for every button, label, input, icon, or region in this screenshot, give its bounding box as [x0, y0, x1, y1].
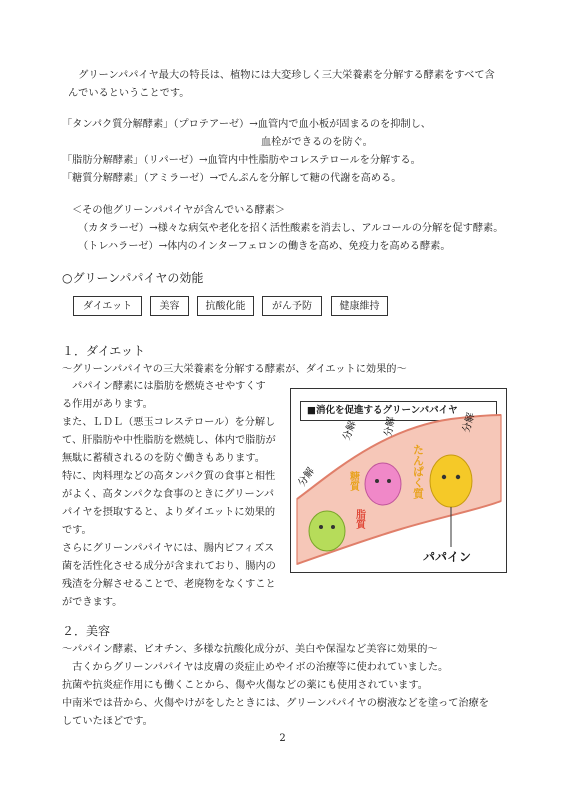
label-sugar: 糖質	[347, 471, 359, 491]
trehalase-line: （トレハラーゼ）→体内のインターフェロンの働きを高め、免疫力を高める酵素。	[78, 241, 451, 252]
section1-line: 菌を活性化させる成分が含まれており、腸内の	[62, 561, 276, 572]
section1-line: て、肝脂肪や中性脂肪を燃焼し、体内で脂肪が	[62, 435, 276, 446]
effect-tag-beauty: 美容	[150, 296, 189, 316]
effect-tag-cancer-prevention: がん予防	[262, 296, 322, 316]
effects-heading: ○グリーンパパイヤの効能	[62, 271, 204, 285]
section1-line: また、ＬＤＬ（悪玉コレステロール）を分解し	[62, 417, 276, 428]
section1-line: パパイン酵素には脂肪を燃焼させやすくす	[62, 381, 266, 392]
catalase-line: （カタラーゼ）→様々な病気や老化を招く活性酸素を消去し、アルコールの分解を促す酵素。	[78, 223, 504, 234]
section1-line: がよく、高タンパクな食事のときにグリーンパ	[62, 489, 275, 500]
protease-line-2: 血栓ができるのを防ぐ。	[261, 137, 373, 148]
section1-line: 無駄に蓄積されるのを防ぐ働きもあります。	[62, 453, 265, 464]
amylase-line: 「糖質分解酵素」（アミラーゼ）→でんぷんを分解して糖の代謝を高める。	[62, 173, 402, 184]
enzyme-blob-green	[309, 511, 345, 551]
section1-line: る作用があります。	[62, 399, 153, 410]
bunkai-label: 分解	[461, 411, 478, 434]
section1-line: さらにグリーンパパイヤには、腸内ビフィズス	[62, 543, 275, 554]
figure-title: ■消化を促進するグリーンパパイヤ	[300, 401, 497, 421]
lipase-line: 「脂肪分解酵素」（リパーゼ）→血管内中性脂肪やコレステロールを分解する。	[62, 155, 421, 166]
page-number: 2	[279, 733, 286, 744]
digestion-illustration	[291, 389, 506, 572]
section1-line: 残渣を分解させることで、老廃物をなくすこと	[62, 579, 276, 590]
section2-line: 古くからグリーンパパイヤは皮膚の炎症止めやイボの治療等に使われていました。	[62, 662, 449, 673]
section1-title: １．ダイエット	[62, 344, 146, 358]
papain-label: パパイン	[423, 550, 472, 564]
enzyme-blob-yellow	[430, 455, 472, 507]
effect-tag-health: 健康維持	[331, 296, 388, 316]
effect-tag-antioxidant: 抗酸化能	[197, 296, 254, 316]
label-fat: 脂質	[353, 509, 365, 529]
enzyme-blob-pink	[365, 463, 401, 505]
section1-subtitle: ～グリーンパパイヤの三大栄養素を分解する酵素が、ダイエットに効果的～	[62, 364, 407, 375]
digestion-figure	[290, 388, 507, 573]
other-enzymes-heading: ＜その他グリーンパパイヤが含んでいる酵素＞	[72, 205, 286, 216]
protease-line-1: 「タンパク質分解酵素」（プロテアーゼ）→血管内で血小板が固まるのを抑制し、	[62, 119, 431, 130]
section2-line: 中南米では昔から、火傷やけがをしたときには、グリーンパパイヤの樹液などを塗って治療を	[62, 698, 489, 709]
section2-line: 抗菌や抗炎症作用にも働くことから、傷や火傷などの薬にも使用されています。	[62, 680, 428, 691]
bunkai-label: 分解	[296, 466, 317, 489]
bunkai-label: 分解	[383, 415, 398, 438]
section2-title: ２．美容	[62, 624, 111, 638]
label-protein: たんぱく質	[411, 444, 425, 499]
section1-line: です。	[62, 525, 92, 536]
section1-line: ができます。	[62, 597, 123, 608]
intro-line-1: グリーンパパイヤ最大の特長は、植物には大変珍しく三大栄養素を分解する酵素をすべて含	[68, 70, 495, 81]
bunkai-label: 分解	[341, 419, 359, 443]
section2-line: していたほどです。	[62, 716, 153, 727]
intro-line-2: んでいるということです。	[68, 88, 190, 99]
section1-line: パイヤを摂取すると、よりダイエットに効果的	[62, 507, 276, 518]
section2-subtitle: ～パパイン酵素、ビオチン、多様な抗酸化成分が、美白や保湿など美容に効果的～	[62, 644, 438, 655]
section1-line: 特に、肉料理などの高タンパク質の食事と相性	[62, 471, 276, 482]
effect-tag-diet: ダイエット	[73, 296, 142, 316]
